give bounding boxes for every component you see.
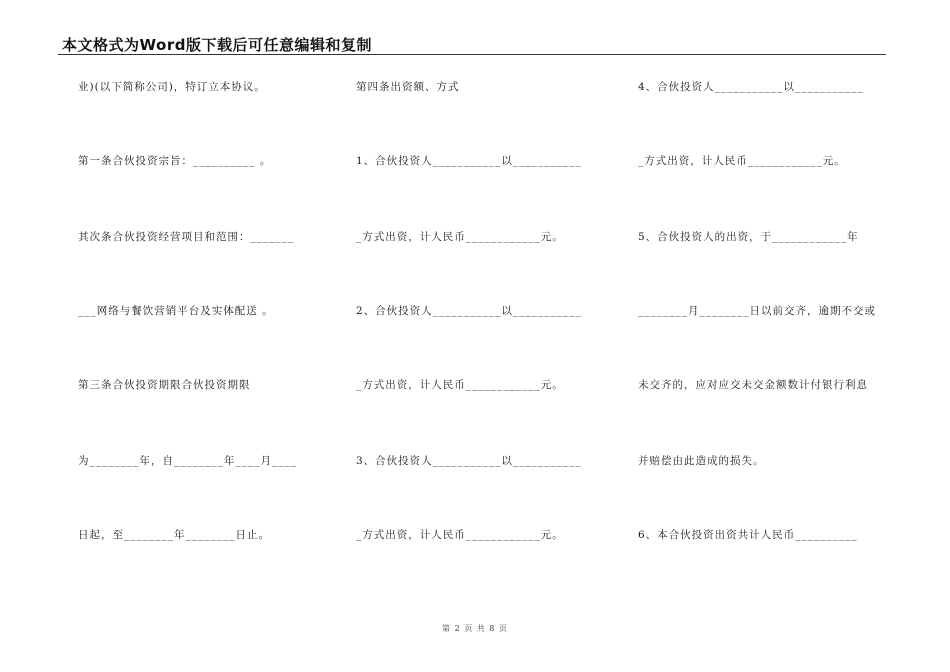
text-line: 第三条合伙投资期限合伙投资期限	[78, 379, 251, 391]
text-line: 并赔偿由此造成的损失。	[638, 455, 765, 467]
text-line: 第一条合伙投资宗旨：__________ 。	[78, 155, 272, 167]
text-line: ________月________日以前交齐，逾期不交或	[638, 305, 876, 317]
text-line: 日起，至________年________日止。	[78, 529, 270, 541]
text-line: 第四条出资额、方式	[356, 81, 460, 93]
text-line: 业)(以下简称公司)，特订立本协议。	[78, 81, 266, 93]
text-line: _方式出资，计人民币____________元。	[356, 231, 564, 243]
text-line: ___网络与餐饮营销平台及实体配送 。	[78, 305, 274, 317]
text-line: _方式出资，计人民币____________元。	[356, 529, 564, 541]
text-line: 为________年，自________年____月____	[78, 455, 297, 467]
header-rule	[58, 54, 886, 55]
text-line: _方式出资，计人民币____________元。	[356, 379, 564, 391]
text-line: _方式出资，计人民币____________元。	[638, 155, 846, 167]
header-title: 本文格式为Word版下载后可任意编辑和复制	[62, 36, 372, 54]
text-line: 未交齐的，应对应交未交金额数计付银行利息	[638, 379, 868, 391]
text-line: 5、合伙投资人的出资，于____________年	[638, 231, 859, 243]
text-line: 6、本合伙投资出资共计人民币__________	[638, 529, 858, 541]
page-number: 第 2 页 共 8 页	[442, 624, 508, 633]
text-line: 1、合伙投资人___________以___________	[356, 155, 582, 167]
text-line: 4、合伙投资人___________以___________	[638, 81, 864, 93]
text-line: 其次条合伙投资经营项目和范围：_______	[78, 231, 295, 243]
text-line: 2、合伙投资人___________以___________	[356, 305, 582, 317]
text-line: 3、合伙投资人___________以___________	[356, 455, 582, 467]
